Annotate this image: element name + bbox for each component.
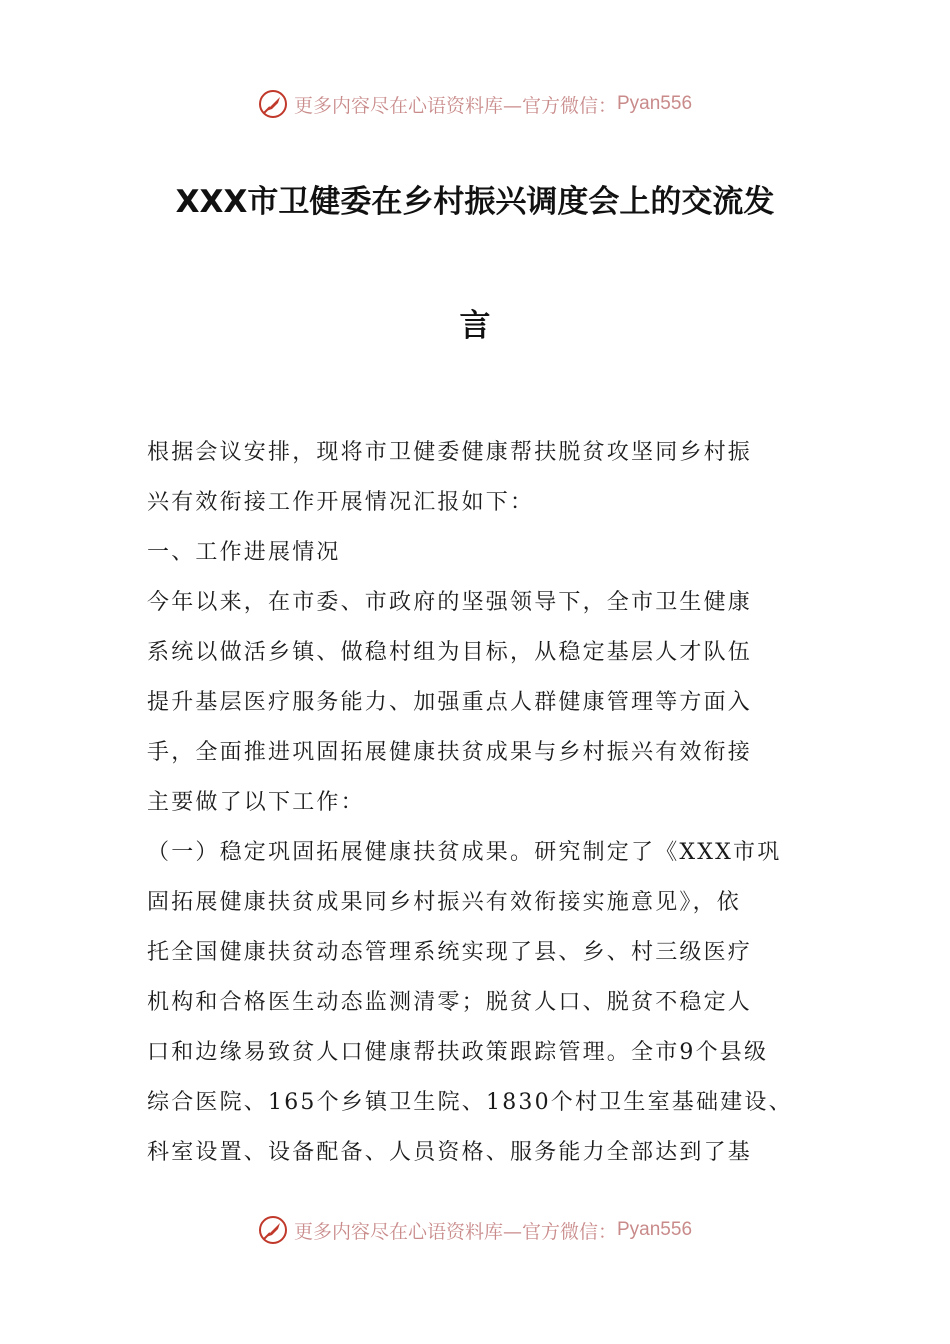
section-heading: 一、工作进展情况 [147,540,341,565]
watermark-wechat-id: Pyan556 [617,93,693,114]
quill-logo-icon [258,89,288,119]
body-line: 兴有效衔接工作开展情况汇报如下： [147,490,535,515]
body-line: 提升基层医疗服务能力、加强重点人群健康管理等方面入 [147,690,753,715]
body-line: 今年以来，在市委、市政府的坚强领导下，全市卫生健康 [147,590,753,615]
body-line: 机构和合格医生动态监测清零；脱贫人口、脱贫不稳定人 [147,990,753,1015]
document-title-line-2: 言 [459,308,491,344]
watermark-banner-top [0,84,950,124]
body-line: 主要做了以下工作： [147,790,365,815]
body-line: 根据会议安排，现将市卫健委健康帮扶脱贫攻坚同乡村振 [147,440,753,465]
body-line: 手，全面推进巩固拓展健康扶贫成果与乡村振兴有效衔接 [147,740,753,765]
document-body [147,428,807,1178]
subsection-line: （一）稳定巩固拓展健康扶贫成果。研究制定了《XXX市巩 [147,840,782,865]
document-title-line-1: XXX市卫健委在乡村振兴调度会上的交流发 [175,184,775,220]
watermark-wechat-id: Pyan556 [617,1219,693,1240]
body-line: 系统以做活乡镇、做稳村组为目标，从稳定基层人才队伍 [147,640,753,665]
quill-logo-icon [258,1215,288,1245]
body-line: 综合医院、165个乡镇卫生院、1830个村卫生室基础建设、 [147,1090,793,1115]
body-line: 固拓展健康扶贫成果同乡村振兴有效衔接实施意见》，依 [147,890,742,915]
watermark-text: 更多内容尽在心语资料库—官方微信： [293,94,617,117]
body-line: 托全国健康扶贫动态管理系统实现了县、乡、村三级医疗 [147,940,753,965]
watermark-banner-bottom [0,1210,950,1250]
body-line: 口和边缘易致贫人口健康帮扶政策跟踪管理。全市9个县级 [147,1040,769,1065]
watermark-text: 更多内容尽在心语资料库—官方微信： [293,1220,617,1243]
body-line: 科室设置、设备配备、人员资格、服务能力全部达到了基 [147,1140,753,1165]
